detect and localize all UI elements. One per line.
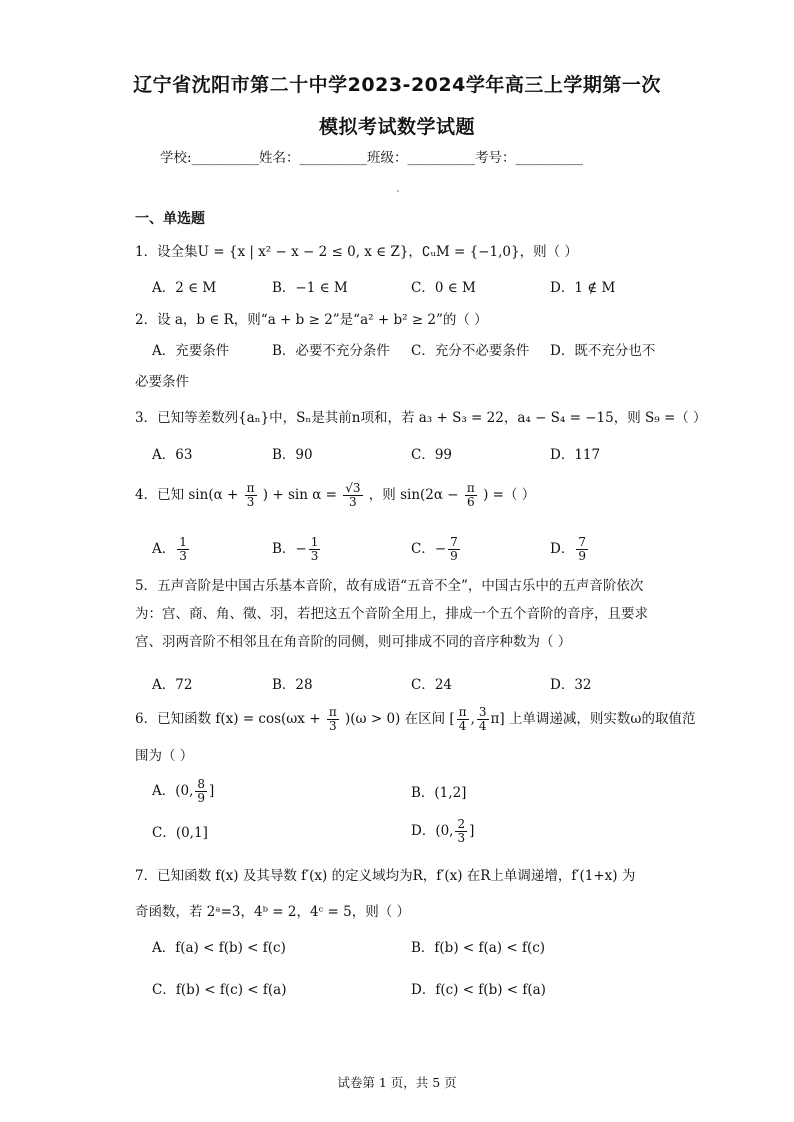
q4-option-b	[272, 536, 322, 563]
q5-option-a: A．72	[152, 677, 193, 693]
q4-frac2-num: √3	[345, 481, 361, 495]
q6-option-d-part-a: D．(0,	[411, 823, 454, 839]
q4-stem-part-d: ) =（ ）	[483, 487, 536, 503]
q6-fa-den: 3	[328, 719, 337, 733]
q5-option-b: B．28	[272, 677, 313, 693]
q2-option-d: D．既不充分也不	[550, 343, 656, 359]
q2-option-b: B．必要不充分条件	[272, 343, 390, 359]
q5-option-d: D．32	[550, 677, 592, 693]
q7-option-a: A．f(a) < f(b) < f(c)	[152, 940, 286, 956]
q1-option-c: C．0 ∈ M	[411, 280, 476, 296]
question-6-stem: 6．已知函数 f(x) = cos(ωx + $\frac{\pi}{3}$ )(ω > 0) 在区间 [ $\frac{\pi}{4}$ , $\frac{3}{4}$ π] 上单调递减，则实数ω的取值范	[135, 705, 696, 733]
q4-frac1-den: 3	[246, 495, 255, 509]
q6-stem-continuation: 围为（ ）	[135, 748, 194, 764]
q6-option-d	[411, 818, 474, 845]
question-7-stem: 7．已知函数 f(x) 及其导数 f′(x) 的定义域均为R，f′(x) 在R上单调递增，f′(1+x) 为	[135, 868, 636, 884]
section-heading: 一、单选题	[135, 211, 205, 227]
q6-fraction-pi-4	[457, 706, 469, 733]
q4-option-a-den: 3	[179, 549, 187, 563]
q4-stem-part-a: 4．已知 sin(α +	[135, 487, 239, 503]
q6-option-a	[152, 778, 214, 805]
q6-option-d-num: 2	[457, 817, 466, 831]
exam-title-line1: 辽宁省沈阳市第二十中学2023-2024学年高三上学期第一次	[133, 74, 661, 96]
q2-option-c: C．充分不必要条件	[411, 343, 530, 359]
q6-stem-part-c: ] 上单调递减，则实数ω的取值范	[499, 711, 696, 727]
page-footer: 试卷第 1 页，共 5 页	[337, 1075, 457, 1090]
q2-option-d-continuation: 必要条件	[135, 374, 189, 390]
q6-option-d-den: 3	[457, 831, 466, 845]
q4-stem-part-c: ，则 sin(2α −	[368, 487, 459, 503]
q4-frac3-num: π	[466, 481, 475, 495]
q4-option-b-label: B．	[272, 541, 296, 557]
q4-option-a-label: A．	[152, 541, 176, 557]
q4-option-b-fraction	[309, 536, 321, 563]
q4-option-c-fraction	[448, 536, 460, 563]
q6-fb-den: 4	[458, 719, 467, 733]
question-2-stem: 2．设 a，b ∈ R，则“a + b ≥ 2”是“a² + b² ≥ 2”的（ ）	[135, 312, 488, 328]
q3-option-c: C．99	[411, 447, 453, 463]
q4-option-d	[550, 536, 590, 563]
q3-option-a: A．63	[152, 447, 193, 463]
question-4-stem	[135, 482, 535, 509]
scan-dot	[397, 190, 399, 192]
q4-option-c-sign: −	[434, 541, 447, 557]
q6-option-c: C．(0,1]	[152, 825, 208, 841]
q6-fc-num: 3	[478, 705, 487, 719]
q4-fraction-sqrt3-3	[343, 482, 362, 509]
q4-option-d-fraction	[576, 536, 588, 563]
q1-option-b: B．−1 ∈ M	[272, 280, 348, 296]
q7-stem-continuation: 奇函数，若 2ᵃ=3，4ᵇ = 2，4ᶜ = 5，则（ ）	[135, 904, 410, 920]
q6-option-a-fraction	[195, 778, 207, 805]
q4-option-c-num: 7	[450, 535, 458, 549]
q4-option-b-den: 3	[310, 549, 319, 563]
question-5-text: 5．五声音阶是中国古乐基本音阶，故有成语“五音不全”，中国古乐中的五声音阶依次为：宫、商、角、徵、羽，若把这五个音阶全用上，排成一个五个音阶的音序，且要求宫、羽两音阶不相邻且在角音阶的同侧，则可排成不同的音序种数为（ ）	[135, 578, 648, 650]
question-1-stem: 1．设全集U = {x | x² − x − 2 ≤ 0, x ∈ Z}，∁ᵤM = {−1,0}，则（ ）	[135, 244, 578, 260]
q4-option-b-sign: −	[295, 541, 307, 557]
exam-title-line2: 模拟考试数学试题	[318, 116, 475, 138]
q6-option-a-part-a: A．(0,	[152, 783, 194, 799]
q4-option-c	[411, 536, 462, 563]
q4-stem-part-b: ) + sin α =	[262, 487, 337, 503]
q6-option-d-part-b: ]	[469, 823, 475, 839]
q3-option-d: D．117	[550, 447, 601, 463]
q6-option-d-fraction	[455, 818, 467, 845]
q4-fraction-pi-3	[245, 482, 257, 509]
q4-option-c-label: C．	[411, 541, 435, 557]
q7-option-c: C．f(b) < f(c) < f(a)	[152, 982, 287, 998]
q4-option-a	[152, 536, 191, 563]
q4-fraction-pi-6	[465, 482, 477, 509]
q4-option-c-den: 9	[450, 549, 458, 563]
q4-option-d-num: 7	[578, 535, 586, 549]
q7-option-b: B．f(b) < f(a) < f(c)	[411, 940, 546, 956]
question-3-stem: 3．已知等差数列{aₙ}中，Sₙ是其前n项和，若 a₃ + S₃ = 22，a₄ − S₄ = −15，则 S₉ =（ ）	[135, 410, 707, 426]
q4-option-b-num: 1	[310, 535, 319, 549]
q4-frac3-den: 6	[467, 495, 475, 509]
q4-frac2-den: 3	[349, 495, 357, 509]
q6-stem-part-b: )(ω > 0) 在区间 [	[345, 711, 455, 727]
q3-option-b: B．90	[272, 447, 313, 463]
q4-option-a-fraction	[177, 536, 189, 563]
q6-option-a-den: 9	[197, 791, 206, 805]
q6-option-a-num: 8	[197, 777, 206, 791]
q4-option-a-num: 1	[179, 535, 187, 549]
q6-stem-part-a: 6．已知函数 f(x) = cos(ωx +	[135, 711, 321, 727]
q6-option-a-part-b: ]	[209, 783, 215, 799]
q1-option-a: A．2 ∈ M	[152, 280, 217, 296]
q7-option-d: D．f(c) < f(b) < f(a)	[411, 982, 546, 998]
q6-fraction-pi-3	[327, 706, 339, 733]
q2-option-a: A．充要条件	[152, 343, 230, 359]
q6-fa-num: π	[328, 705, 337, 719]
q6-fraction-3-4	[477, 706, 489, 733]
q5-option-c: C．24	[411, 677, 453, 693]
q6-fc-den: 4	[478, 719, 487, 733]
q4-option-d-label: D．	[550, 541, 575, 557]
q4-option-d-den: 9	[578, 549, 586, 563]
q6-fb-num: π	[458, 705, 467, 719]
student-info-line: 学校:__________姓名：__________班级：__________考号：__________	[160, 150, 584, 166]
q1-option-d: D．1 ∉ M	[550, 280, 616, 296]
q6-option-b: B．(1,2]	[411, 785, 467, 801]
q4-frac1-num: π	[246, 481, 255, 495]
